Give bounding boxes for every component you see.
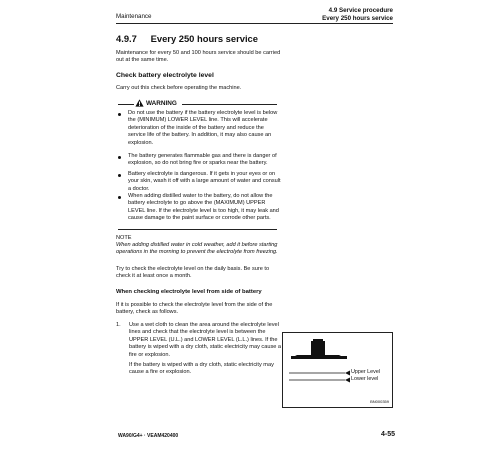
- bullet-text: When adding distilled water to the battery, do not allow the battery electrolyte to go above the (MAXIMUM) UPPER LEVEL line. If the electrolyte level is too high, it may leak and cause damage to the paint surface or corrode other parts.: [128, 193, 279, 222]
- step-instruction: Use a wet cloth to clean the area around the electrolyte level lines and check that the electrolyte level is between the UPPER LEVEL (U.L.) and LOWER LEVEL (L.L.) lines.: [129, 322, 279, 343]
- bullet-text: Battery electrolyte is dangerous. If it gets in your eyes or on your skin, wash it off with a large amount of water and consult a doctor.: [128, 171, 281, 192]
- running-header-right: [322, 7, 393, 22]
- note-text: When adding distilled water in cold weather, add it before starting operations in the morning to prevent the electrolyte from freezing.: [116, 242, 278, 256]
- warning-bullet: [118, 171, 286, 195]
- section-title-text: Every 250 hours service: [150, 33, 258, 44]
- running-header-left: Maintenance: [116, 13, 152, 20]
- step-text: [129, 322, 284, 359]
- note-label: NOTE: [116, 235, 132, 241]
- battery-level-figure: [282, 332, 393, 408]
- warning-bottom-rule: [118, 229, 277, 230]
- battery-intro: Carry out this check before operating the machine.: [116, 85, 242, 91]
- battery-heading: Check battery electrolyte level: [116, 72, 214, 79]
- warning-bullet: [118, 153, 286, 169]
- bullet-icon: [118, 174, 121, 177]
- footer-model: WA90/G4+ · VEAM420400: [118, 433, 179, 439]
- warning-triangle-icon: [135, 99, 144, 107]
- lower-level-label: Lower level: [351, 376, 379, 382]
- side-check-intro: If it is possible to check the electrolyte level from the side of the battery, check as follows.: [116, 302, 273, 316]
- upper-level-label: Upper Level: [351, 369, 381, 375]
- bullet-text: The battery generates flammable gas and there is danger of explosion, so do not bring fire or sparks near the battery.: [128, 153, 277, 167]
- warning-text: WARNING: [146, 99, 177, 107]
- section-intro: Maintenance for every 50 and 100 hours service should be carried out at the same time.: [116, 50, 281, 64]
- warning-bullet: [118, 193, 286, 225]
- figure-code: BN000359: [370, 399, 389, 404]
- step-caution-repeat: If the battery is wiped with a dry cloth, static electricity may cause a fire or explosion.: [129, 362, 274, 376]
- page-number: 4-55: [380, 431, 395, 438]
- step-caution: If the battery is wiped with a dry cloth, static electricity may cause a fire or explosion.: [129, 336, 282, 358]
- daily-check-text: Try to check the electrolyte level on the daily basis. Be sure to check it at least once a month.: [116, 266, 270, 280]
- warning-bullet: [118, 110, 286, 150]
- running-header-section: 4.9 Service procedure: [328, 7, 393, 14]
- running-header-topic: Every 250 hours service: [322, 14, 393, 22]
- section-title: [116, 33, 258, 44]
- warning-label: [135, 99, 177, 107]
- bullet-text: Do not use the battery if the battery electrolyte level is below the (MINIMUM) LOWER LEVEL line. This will accelerate deterioration of the inside of the battery and reduce the service life of the battery. In addition, it may also cause an explosion.: [128, 110, 278, 146]
- bullet-icon: [118, 156, 121, 159]
- bullet-icon: [118, 113, 121, 116]
- side-check-heading: When checking electrolyte level from side of battery: [116, 289, 262, 295]
- header-rule: [116, 23, 393, 24]
- bullet-icon: [118, 196, 121, 199]
- section-number: 4.9.7: [116, 33, 137, 44]
- warning-rule-right: [182, 104, 277, 105]
- step-number: 1.: [116, 322, 121, 328]
- warning-rule-left: [118, 104, 134, 105]
